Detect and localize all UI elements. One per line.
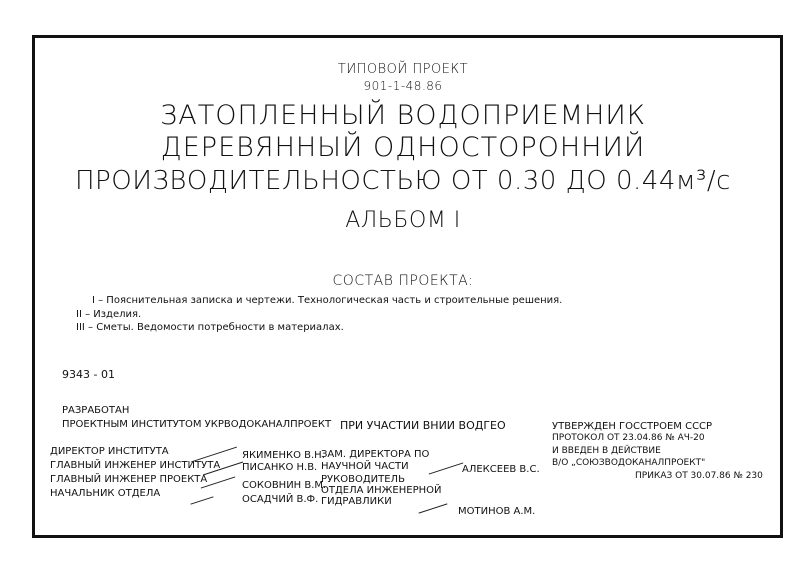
developer-org: ПРОЕКТНЫМ ИНСТИТУТОМ УКРВОДОКАНАЛПРОЕКТ [62, 419, 332, 430]
project-code: 9343 - 01 [62, 368, 115, 381]
title-line-3: ПРОИЗВОДИТЕЛЬНОСТЬЮ ОТ 0.30 ДО 0.44м³/с [75, 166, 731, 196]
name-pisanko: ПИСАНКО Н.В. [242, 462, 318, 473]
composition-heading: СОСТАВ ПРОЕКТА: [332, 273, 474, 289]
approval-line-3: И ВВЕДЕН В ДЕЙСТВИЕ [552, 446, 661, 456]
composition-item-1: I – Пояснительная записка и чертежи. Технологическая часть и строительные решения. [92, 295, 563, 306]
participation: ПРИ УЧАСТИИ ВНИИ ВОДГЕО [340, 419, 506, 432]
approval-line-5: ПРИКАЗ ОТ 30.07.86 № 230 [635, 471, 763, 481]
approval-line-4: В/О „СОЮЗВОДОКАНАЛПРОЕКТ" [552, 458, 706, 468]
album-title: АЛЬБОМ I [345, 208, 461, 233]
approval-line-2: ПРОТОКОЛ ОТ 23.04.86 № АЧ-20 [552, 433, 705, 443]
title-line-1: ЗАТОПЛЕННЫЙ ВОДОПРИЕМНИК [160, 100, 646, 131]
developed-label: РАЗРАБОТАН [62, 405, 130, 416]
name-motinov: МОТИНОВ А.М. [458, 506, 536, 517]
name-yakimenko: ЯКИМЕНКО В.Н. [242, 450, 325, 461]
drawing-sheet [10, 10, 796, 556]
role-science-part: НАУЧНОЙ ЧАСТИ [321, 461, 409, 472]
project-type: ТИПОВОЙ ПРОЕКТ [337, 62, 469, 77]
project-number: 901-1-48.86 [363, 79, 443, 93]
composition-item-3: III – Сметы. Ведомости потребности в материалах. [76, 322, 344, 333]
role-department-head: НАЧАЛЬНИК ОТДЕЛА [50, 488, 161, 499]
role-chief-engineer-institute: ГЛАВНЫЙ ИНЖЕНЕР ИНСТИТУТА [50, 460, 221, 471]
role-hydraulics-department: ОТДЕЛА ИНЖЕНЕРНОЙ [321, 485, 442, 496]
role-head: РУКОВОДИТЕЛЬ [321, 474, 405, 485]
composition-item-2: II – Изделия. [76, 309, 142, 320]
approval-line-1: УТВЕРЖДЕН ГОССТРОЕМ СССР [552, 421, 713, 432]
role-deputy-director: ЗАМ. ДИРЕКТОРА ПО [321, 449, 430, 460]
role-hydraulics: ГИДРАВЛИКИ [321, 496, 392, 507]
role-chief-engineer-project: ГЛАВНЫЙ ИНЖЕНЕР ПРОЕКТА [50, 474, 208, 485]
name-sokovnin: СОКОВНИН В.М. [242, 480, 327, 491]
role-director: ДИРЕКТОР ИНСТИТУТА [50, 446, 169, 457]
name-osadchiy: ОСАДЧИЙ В.Ф. [242, 494, 319, 505]
title-line-2: ДЕРЕВЯННЫЙ ОДНОСТОРОННИЙ [160, 132, 646, 163]
name-alekseev: АЛЕКСЕЕВ В.С. [462, 464, 540, 475]
